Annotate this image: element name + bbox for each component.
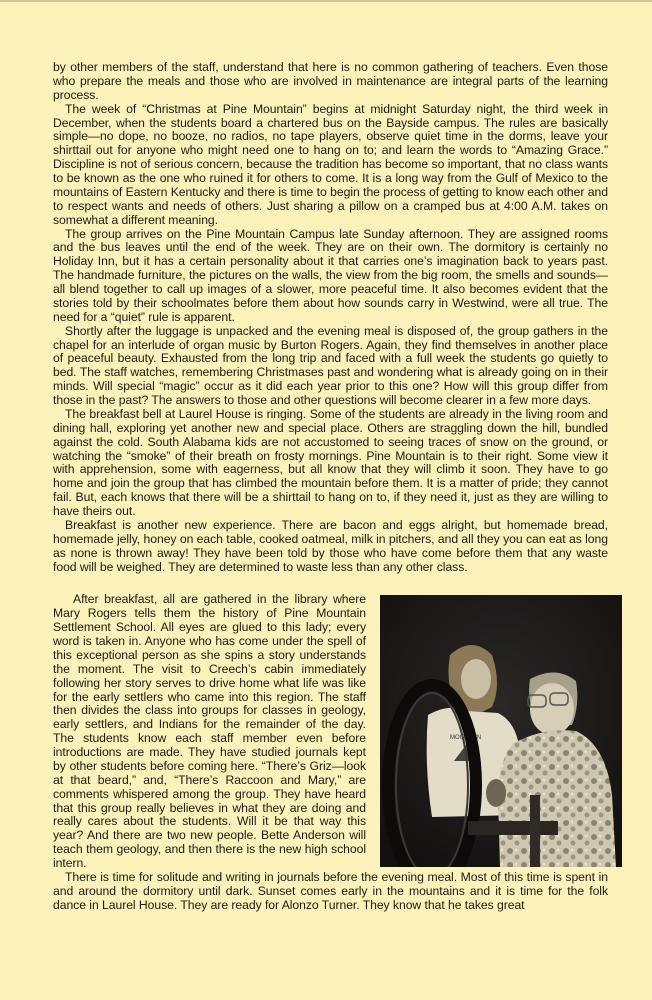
paragraph-arrival: The group arrives on the Pine Mountain Campus late Sunday afternoon. They are assigned rooms and the bus leaves until the end of the week. They are on their own. The dormitory is certainly no Holiday Inn, but it has a certain personality about it that carries one’s imagination back to years past. The handmade furniture, the pictures on the walls, the view from the big room, the smells and sounds—all blend together to call up images of a slower, more peaceful time. It also becomes evident that the stories told by their schoolmates before them about how sounds carry in Westwind, were all true. The need for a “quiet” rule is apparent. [53,226,608,324]
paragraph-breakfast-bell: The breakfast bell at Laurel House is ringing. Some of the students are already in the living room and dining hall, exploring yet another new and special place. Others are straggling down the hill, bundled against the cold. South Alabama kids are not accustomed to seeing traces of snow on the ground, or watching the “smoke” of their breath on frosty mornings. Pine Mountain is to their right. Some view it with apprehension, some with eagerness, but all know that they will climb it soon. They have to go home and join the group that has climbed the mountain before them. It is a matter of pride; they cannot fail. But, each knows that there will be a shirttail to hang on to, if they need it, just as they are willing to have theirs out. [53,406,608,518]
paragraph-chapel: Shortly after the luggage is unpacked and the evening meal is disposed of, the group gathers in the chapel for an interlude of organ music by Burton Rogers. Again, they find themselves in another place of peaceful beauty. Exhausted from the long trip and faced with a full week the students go quietly to bed. The staff watches, remembering Christmases past and wondering what is already going on in their minds. Will special “magic” occur as it did each year prior to this one? How will this group differ from those in the past? The answers to those and other questions will become clearer in a few more days. [53,323,608,407]
photo-wrap-section [53,593,608,871]
photo-image [380,595,622,867]
photo-spinning-wheel [380,595,622,867]
paragraph-christmas-week: The week of “Christmas at Pine Mountain” begins at midnight Saturday night, the third week in December, when the students board a chartered bus on the Bayside campus. The rules are basically simple—no dope, no booze, no radios, no tape players, observe quiet time in the dorms, leave your shirttail out for anyone who might need one to hang on to; and learn the words to “Amazing Grace.” Discipline is not of serious concern, because the tradition has become so important, that no class wants to be known as the one who ruined it for others to come. It is a long way from the Gulf of Mexico to the mountains of Eastern Kentucky and there is time to begin the process of getting to know each other and to respect wants and needs of others. Just sharing a pillow on a cramped bus at 4:00 A.M. takes on somewhat a different meaning. [53,101,608,227]
article-body [53,61,608,913]
paragraph-evening: There is time for solitude and writing in journals before the evening meal. Most of this time is spent in and around the dormitory until dark. Sunset comes early in the mountains and it is time for the folk dance in Laurel House. They are ready for Alonzo Turner. They know that he takes great [53,870,608,913]
page-top-edge [0,0,652,2]
paragraph-library: After breakfast, all are gathered in the library where Mary Rogers tells them the history of Pine Mountain Settlement School. All eyes are glued to this lady; every word is taken in. Anyone who has come under the spell of this exceptional person as she spins a story understands the moment. The visit to Creech’s cabin immediately following her story serves to drive home what life was like for the early settlers who came into this region. The staff then divides the class into groups for classes in geology, early settlers, and Indians for the remainder of the day. The students know each staff member even before introductions are made. They have studied journals kept by other students before coming here. “There’s Griz—look at that beard,” and, “There’s Raccoon and Mary,” are comments whispered among the group. They have heard that this group really believes in what they are doing and really cares about the students. Will it be that way this year? And there are two new people. Bette Anderson will teach them geology, and then there is the new high school intern. [53,592,366,870]
paragraph-staff: by other members of the staff, understand that here is no common gathering of teachers. Even those who prepare the meals and those who are involved in maintenance are integral parts of the learning process. [53,60,608,102]
photo-shirt-text: MOUNTAIN [450,735,482,742]
paragraph-breakfast: Breakfast is another new experience. There are bacon and eggs alright, but homemade bread, homemade jelly, honey on each table, cooked oatmeal, milk in pitchers, and all they you can eat as long as none is thrown away! They have been told by those who have come before them that any waste food will be weighed. They are determined to waste less than any other class. [53,517,608,574]
